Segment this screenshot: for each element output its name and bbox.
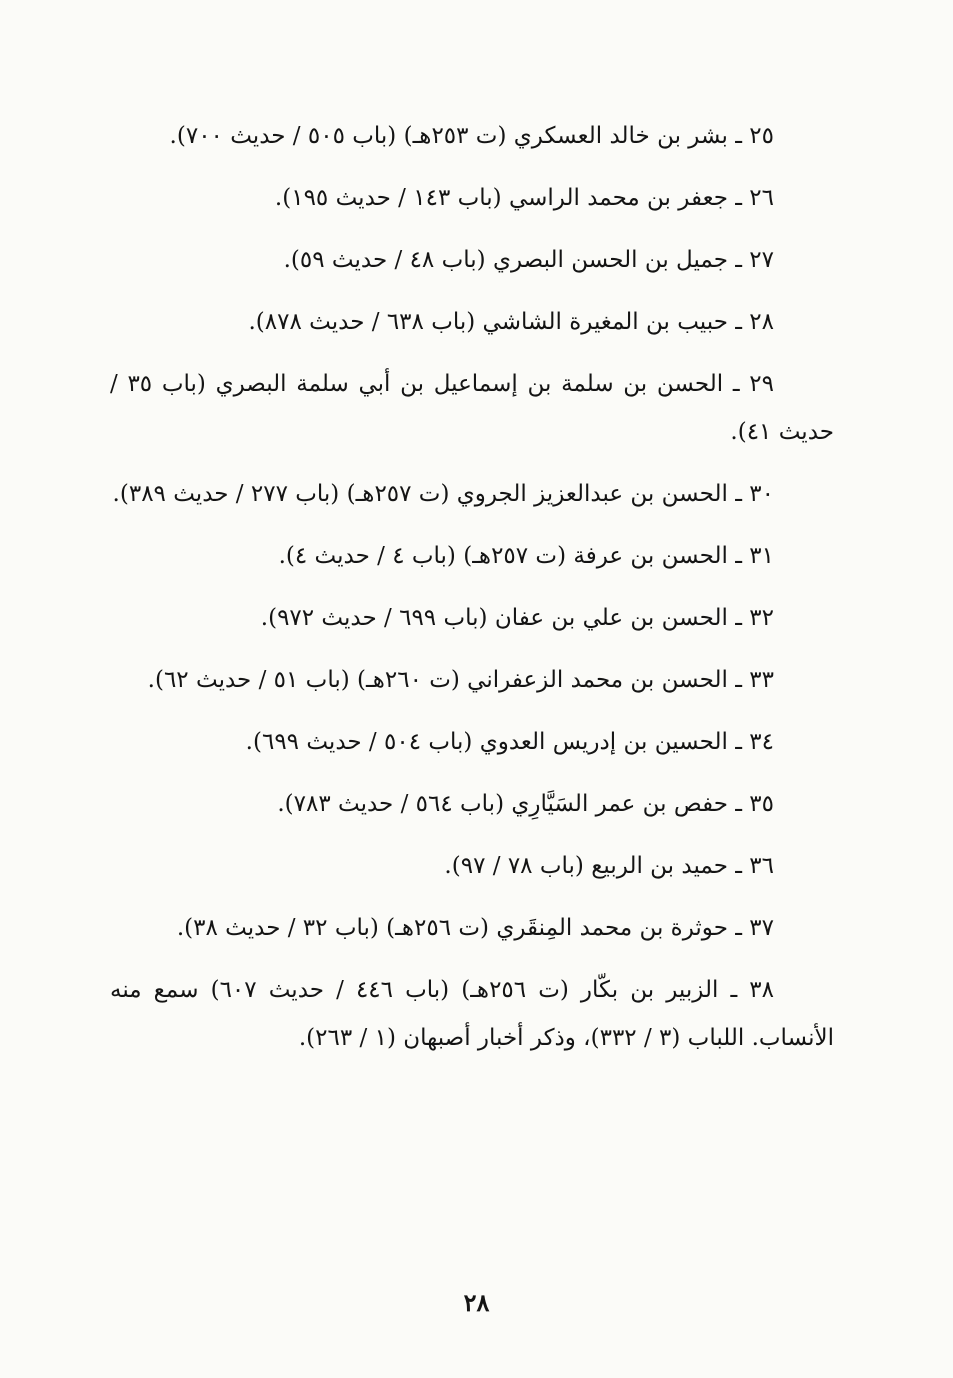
list-item: ٣٥ ـ حفص بن عمر السَيَّارِي (باب ٥٦٤ / حديث ٧٨٣). bbox=[277, 791, 774, 817]
list-item: ٣٣ ـ الحسن بن محمد الزعفراني (ت ٢٦٠هـ) (باب ٥١ / حديث ٦٢). bbox=[147, 667, 774, 693]
list-item: ٣٨ ـ الزبير بن بكّار (ت ٢٥٦هـ) (باب ٤٤٦ / حديث ٦٠٧) سمع منه الأنساب. اللباب (٣ / ٣٣٢)، وذكر أخبار أصبهان (١ / ٢٦٣). bbox=[110, 977, 834, 1051]
list-item: ٢٦ ـ جعفر بن محمد الراسي (باب ١٤٣ / حديث ١٩٥). bbox=[274, 185, 774, 211]
page-number: ٢٨ bbox=[463, 1288, 490, 1317]
list-item: ٢٩ ـ الحسن بن سلمة بن إسماعيل بن أبي سلمة البصري (باب ٣٥ / حديث ٤١). bbox=[110, 371, 834, 445]
list-item: ٣٤ ـ الحسين بن إدريس العدوي (باب ٥٠٤ / حديث ٦٩٩). bbox=[245, 729, 774, 755]
list-item: ٢٥ ـ بشر بن خالد العسكري (ت ٢٥٣هـ) (باب ٥٠٥ / حديث ٧٠٠). bbox=[169, 123, 774, 149]
list-item: ٣١ ـ الحسن بن عرفة (ت ٢٥٧هـ) (باب ٤ / حديث ٤). bbox=[278, 543, 774, 569]
narrators-list bbox=[110, 112, 834, 1076]
list-item: ٣٧ ـ حوثرة بن محمد المِنقَري (ت ٢٥٦هـ) (باب ٣٢ / حديث ٣٨). bbox=[176, 915, 774, 941]
list-item: ٢٨ ـ حبيب بن المغيرة الشاشي (باب ٦٣٨ / حديث ٨٧٨). bbox=[248, 309, 774, 335]
list-item: ٣٠ ـ الحسن بن عبدالعزيز الجروي (ت ٢٥٧هـ) (باب ٢٧٧ / حديث ٣٨٩). bbox=[112, 481, 774, 507]
list-item: ٣٢ ـ الحسن بن علي بن عفان (باب ٦٩٩ / حديث ٩٧٢). bbox=[260, 605, 774, 631]
list-item: ٣٦ ـ حميد بن الربيع (باب ٧٨ / ٩٧). bbox=[444, 853, 774, 879]
list-item: ٢٧ ـ جميل بن الحسن البصري (باب ٤٨ / حديث ٥٩). bbox=[283, 247, 774, 273]
